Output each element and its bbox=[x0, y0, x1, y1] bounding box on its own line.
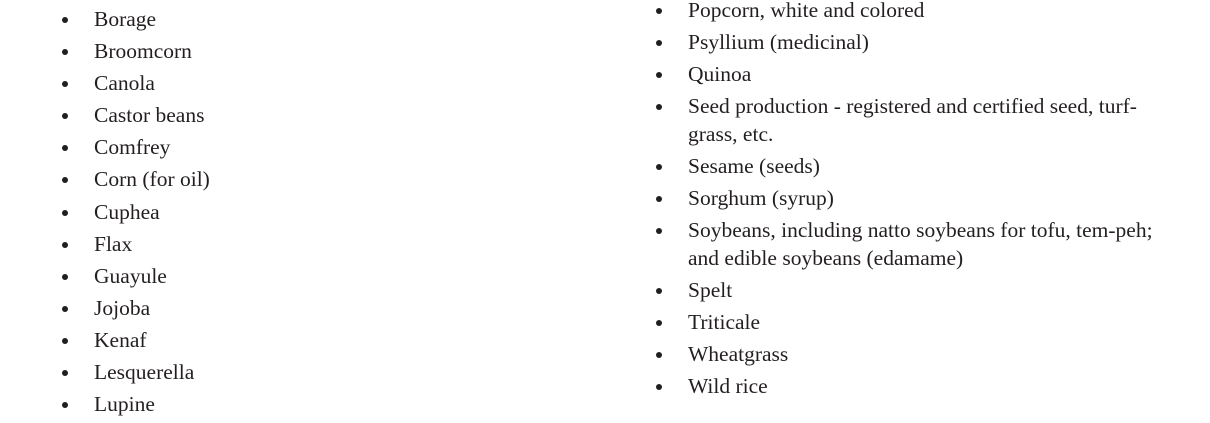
list-item bbox=[58, 166, 498, 194]
bullet-icon bbox=[656, 196, 662, 202]
list-item bbox=[58, 38, 498, 66]
list-item bbox=[652, 373, 1182, 401]
list-item bbox=[58, 6, 498, 34]
list-item-label: Wheatgrass bbox=[688, 341, 789, 366]
list-item-label: Broomcorn bbox=[94, 39, 192, 64]
bullet-icon bbox=[656, 40, 662, 46]
list-item bbox=[58, 391, 498, 419]
list-item bbox=[58, 263, 498, 291]
bullet-icon bbox=[656, 384, 662, 390]
bullet-icon bbox=[62, 274, 68, 280]
list-item bbox=[58, 295, 498, 323]
bullet-icon bbox=[656, 352, 662, 358]
list-item bbox=[58, 231, 498, 259]
list-item-label: Borage bbox=[94, 7, 157, 31]
list-item-label: Castor beans bbox=[94, 103, 205, 128]
crop-list-right bbox=[652, 0, 1182, 405]
list-item-label: Spelt bbox=[688, 277, 733, 302]
list-item bbox=[58, 102, 498, 130]
bullet-icon bbox=[656, 72, 662, 78]
list-item bbox=[652, 309, 1182, 337]
list-item bbox=[652, 61, 1182, 89]
bullet-icon bbox=[62, 338, 68, 344]
bullet-icon bbox=[62, 177, 68, 183]
list-item-label: Lesquerella bbox=[94, 360, 195, 385]
list-item bbox=[652, 153, 1182, 181]
list-item bbox=[58, 134, 498, 162]
list-item bbox=[652, 341, 1182, 369]
list-item bbox=[58, 70, 498, 98]
list-item bbox=[58, 359, 498, 387]
list-item-label: Comfrey bbox=[94, 135, 171, 160]
list-item-label: Corn (for oil) bbox=[94, 167, 210, 192]
list-item-label: Psyllium (medicinal) bbox=[688, 30, 869, 55]
bullet-icon bbox=[656, 320, 662, 326]
bullet-icon bbox=[62, 242, 68, 248]
bullet-icon bbox=[62, 306, 68, 312]
bullet-icon bbox=[62, 145, 68, 151]
list-item-label: Sorghum (syrup) bbox=[688, 185, 834, 210]
bullet-icon bbox=[62, 113, 68, 119]
list-item-label: Jojoba bbox=[94, 295, 151, 320]
list-item-label: Lupine bbox=[94, 392, 155, 417]
bullet-icon bbox=[656, 228, 662, 234]
bullet-icon bbox=[62, 49, 68, 55]
bullet-icon bbox=[656, 164, 662, 170]
bullet-icon bbox=[62, 210, 68, 216]
list-item-label: Canola bbox=[94, 71, 155, 96]
bullet-icon bbox=[62, 81, 68, 87]
list-item bbox=[58, 327, 498, 355]
list-item-label: Guayule bbox=[94, 263, 167, 288]
list-item bbox=[58, 199, 498, 227]
list-item-label: Wild rice bbox=[688, 373, 768, 398]
list-item bbox=[652, 29, 1182, 57]
list-item bbox=[652, 185, 1182, 213]
list-item-label: Flax bbox=[94, 231, 133, 256]
bullet-icon bbox=[656, 288, 662, 294]
crop-list-left bbox=[58, 6, 498, 423]
list-item bbox=[652, 93, 1182, 148]
bullet-icon bbox=[62, 402, 68, 408]
list-item-label: Popcorn, white and colored bbox=[688, 0, 925, 22]
list-item bbox=[652, 277, 1182, 305]
list-item-label: Sesame (seeds) bbox=[688, 153, 820, 178]
list-item-label: Seed production - registered and certified seed, turf-grass, etc. bbox=[688, 94, 1137, 146]
bullet-icon bbox=[656, 104, 662, 110]
bullet-icon bbox=[62, 17, 68, 23]
list-item bbox=[652, 217, 1182, 272]
list-item-label: Soybeans, including natto soybeans for tofu, tem-peh; and edible soybeans (edamame) bbox=[688, 218, 1153, 270]
list-item-label: Triticale bbox=[688, 309, 761, 334]
list-item-label: Quinoa bbox=[688, 62, 752, 87]
list-item-label: Cuphea bbox=[94, 199, 160, 224]
bullet-icon bbox=[62, 370, 68, 376]
bullet-icon bbox=[656, 8, 662, 14]
list-item-label: Kenaf bbox=[94, 327, 147, 352]
list-item bbox=[652, 0, 1182, 25]
